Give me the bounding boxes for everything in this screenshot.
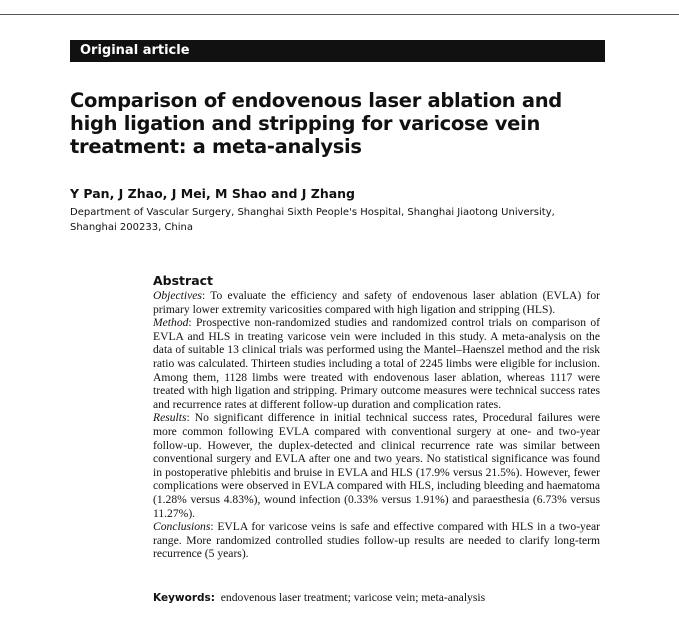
article-type-banner: Original article [70, 40, 605, 62]
abstract-conclusions: Conclusions: EVLA for varicose veins is safe and effective compared with HLS in a two-year range. More randomized controlled studies follow-up results are needed to clarify long-term recurrence (5 years). [153, 520, 601, 561]
section-text: To evaluate the efficiency and safety of endovenous laser ablation (EVLA) for primary lower extremity varicosities compared with high ligation and stripping (HLS). [153, 289, 600, 316]
abstract-objectives: Objectives: To evaluate the efficiency and safety of endovenous laser ablation (EVLA) for primary lower extremity varicosities compared with high ligation and stripping (HLS). [153, 289, 600, 316]
section-label: Method [153, 316, 189, 330]
section-label: Results [153, 411, 187, 425]
abstract-results: Results: No significant difference in initial technical success rates, Procedural failures were more common following EVLA compared with conventional surgery at one- and two-year follow-up. However, the duplex-detected and clinical recurrence rate was similar between conventional surgery and EVLA after one and two years. No statistical significance was found in postoperative phlebitis and bruise in EVLA and HLS (17.9% versus 21.5%). However, fewer complications were observed in EVLA compared with HLS, including bleeding and haematoma (1.28% versus 4.83%), wound infection (0.33% versus 1.91%) and paraesthesia (6.73% versus 11.27%). [153, 411, 600, 520]
keywords [153, 591, 485, 604]
keywords-text: endovenous laser treatment; varicose vein; meta-analysis [220, 591, 486, 604]
abstract-method: Method: Prospective non-randomized studies and randomized control trials on comparison of EVLA and HLS in treating varicose vein were included in this study. A meta-analysis on the data of suitable 13 clinical trials was performed using the Mantel–Haenszel method and the risk ratio was calculated. Thirteen studies including a total of 2245 limbs were eligible for inclusion. Among them, 1128 limbs were treated with endovenous laser ablation, whereas 1117 were treated with high ligation and stripping. Primary outcome measures were technical success rates and recurrence rates at different follow-up duration and complication rates. [153, 316, 600, 411]
page-top-rule [0, 14, 679, 15]
section-text: Prospective non-randomized studies and randomized control trials on comparison of EVLA and HLS in treating varicose vein were included in this study. A meta-analysis on the data of suitable 13 clinical trials was performed using the Mantel–Haenszel method and the risk ratio was calculated. Thirteen studies including a total of 2245 limbs were eligible for inclusion. Among them, 1128 limbs were treated with endovenous laser ablation, whereas 1117 were treated with high ligation and stripping. Primary outcome measures were technical success rates and recurrence rates at different follow-up duration and complication rates. [153, 316, 600, 411]
section-text: No significant difference in initial technical success rates, Procedural failures were more common following EVLA compared with conventional surgery at one- and two-year follow-up. However, the duplex-detected and clinical recurrence rate was similar between conventional surgery and EVLA after one and two years. No statistical significance was found in postoperative phlebitis and bruise in EVLA and HLS (17.9% versus 21.5%). However, fewer complications were observed in EVLA compared with HLS, including bleeding and haematoma (1.28% versus 4.83%), wound infection (0.33% versus 1.91%) and paraesthesia (6.73% versus 11.27%). [153, 411, 600, 520]
authors: Y Pan, J Zhao, J Mei, M Shao and J Zhang [70, 186, 356, 201]
section-label: Conclusions [153, 520, 211, 534]
section-text: EVLA for varicose veins is safe and effective compared with HLS in a two-year range. More randomized controlled studies follow-up results are needed to clarify long-term recurrence (5 years). [153, 520, 601, 561]
article-title: Comparison of endovenous laser ablation and high ligation and stripping for varicose vein treatment: a meta-analysis [70, 89, 562, 158]
section-label: Objectives [153, 289, 202, 302]
affiliation: Department of Vascular Surgery, Shanghai Sixth People's Hospital, Shanghai Jiaotong University, Shanghai 200233, China [70, 207, 555, 233]
keywords-label: Keywords: [153, 592, 215, 604]
abstract [153, 273, 600, 561]
abstract-heading: Abstract [153, 273, 214, 288]
